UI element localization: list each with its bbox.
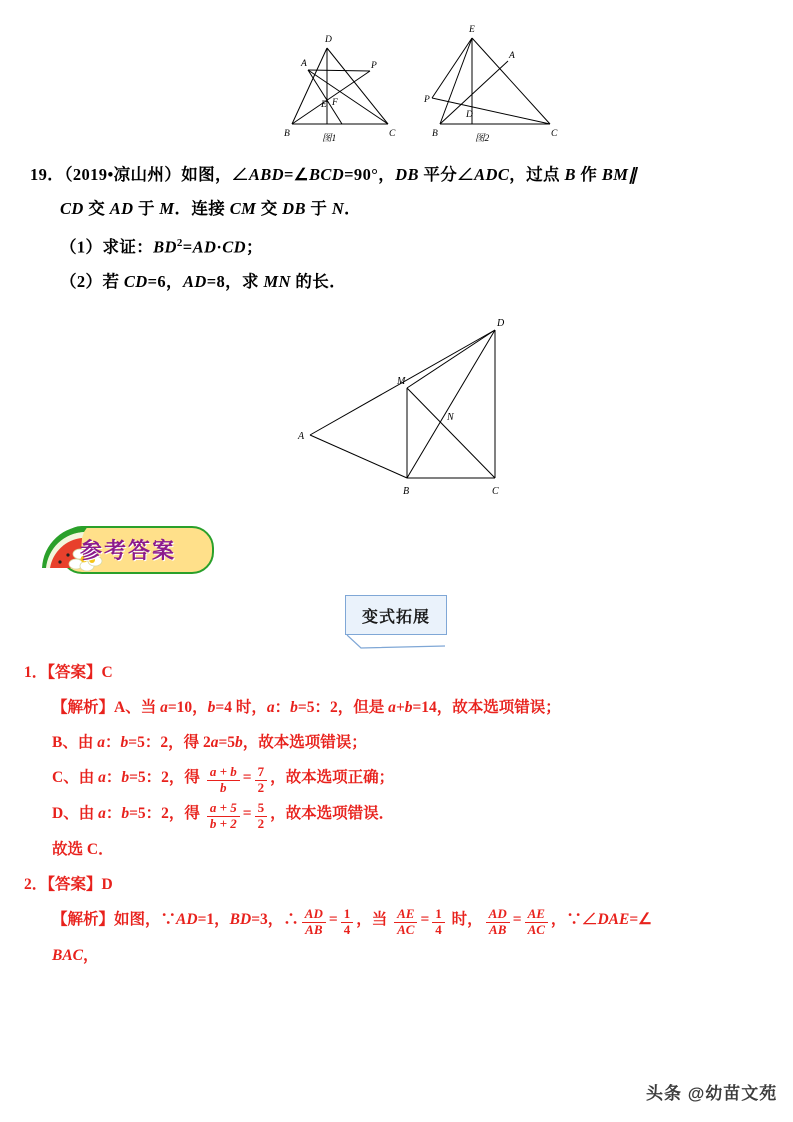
p19-t16: ； — [245, 237, 263, 257]
answer-2-explanation-cont — [24, 938, 776, 973]
p19-n: N — [331, 199, 345, 218]
a1c-s3: b — [121, 769, 130, 786]
frac-d-num: a + 5 — [207, 801, 240, 817]
a1c-s6: ，故本选项正确； — [270, 769, 395, 786]
a2-s11: DAE — [597, 910, 630, 928]
a2-s8: 时， — [447, 910, 483, 928]
p19-t18: =6， — [147, 271, 183, 291]
label-B-fig1: B — [284, 129, 290, 139]
fraction-aeac-2 — [525, 907, 548, 938]
eq1: = — [328, 910, 338, 928]
answer-2-result — [24, 867, 776, 902]
p19-ad3: AD — [192, 237, 217, 257]
frac-c-num2: 7 — [255, 765, 268, 781]
a1c-s0: C、由 — [52, 769, 99, 786]
label-P-fig1: P — [371, 61, 377, 71]
problem-number: 19． — [30, 165, 65, 184]
a1b-s7: b — [235, 734, 243, 751]
a1a-s6: ： — [274, 699, 291, 716]
fig1-caption: 图1 — [322, 134, 337, 144]
fraction-one-fourth-2 — [432, 907, 445, 938]
frac3-num: AD — [486, 907, 510, 923]
p19-cd4: CD — [123, 271, 148, 291]
p19-cd3: CD — [222, 237, 246, 257]
a1b-s0: B、由 — [52, 734, 98, 751]
a1d-s2: ： — [105, 804, 122, 822]
p19-ad2: AD — [109, 199, 134, 218]
answer-1-option-c — [24, 760, 776, 796]
label-F-fig1: F — [332, 98, 338, 108]
p19-m: M — [159, 199, 175, 218]
fraction-c-left — [207, 765, 240, 796]
top-figure — [270, 14, 600, 144]
a1a-s10: =14，故本选项错误； — [412, 699, 561, 716]
p19-t17: （2）若 — [60, 271, 124, 291]
answer-1-conclusion — [24, 832, 776, 867]
frac1b-den: 4 — [343, 921, 351, 937]
a1b-s8: ，故本选项错误； — [242, 734, 367, 751]
p19-bd: BD — [153, 237, 177, 257]
p19-db: DB — [395, 165, 419, 184]
p19-t12: ． — [344, 199, 362, 218]
p19-t11: 于 — [305, 199, 332, 218]
label-D-fig2: D — [466, 110, 473, 120]
a1a-s0: 【解析】A、当 — [52, 699, 161, 716]
a1a-s4: =4 时， — [215, 699, 267, 716]
p19-db2: DB — [282, 199, 306, 218]
a1c-s2: ： — [105, 769, 122, 786]
label-B-fig2: B — [432, 129, 438, 139]
eq3: = — [512, 910, 522, 928]
fraction-d-left — [207, 801, 240, 832]
frac2-den: AC — [397, 921, 415, 937]
p19-adc: ADC — [474, 165, 510, 184]
label-D-fig1: D — [325, 35, 332, 45]
p19-t1: 如图，∠ — [181, 165, 249, 184]
footer-watermark: 头条 @幼苗文苑 — [646, 1084, 778, 1103]
frac1-den: AB — [305, 921, 323, 937]
p19-cm: CM — [229, 199, 257, 218]
problem-19 — [30, 158, 770, 299]
fraction-aeac — [394, 907, 417, 938]
problem-19-line-2 — [30, 192, 770, 226]
a2c-s0: BAC — [52, 946, 84, 964]
label-D-main: D — [497, 318, 505, 329]
label-N-main: N — [447, 412, 454, 423]
problem-source: （2019•凉山州） — [64, 165, 182, 184]
fraction-adab — [302, 907, 326, 938]
problem-19-line-1 — [30, 158, 770, 192]
a1a-s9: a+b — [388, 699, 413, 716]
frac-c-num: a + b — [207, 765, 240, 781]
a1a-s8: =5：2，但是 — [297, 699, 389, 716]
fraction-adab-2 — [486, 907, 510, 938]
p19-t3: =90°， — [344, 165, 396, 184]
frac3b-den: AC — [527, 921, 545, 937]
frac2b-den: 4 — [435, 921, 442, 937]
label-E-fig1: E — [321, 100, 327, 110]
a2-s0: 【解析】如图，∵ — [52, 910, 177, 928]
p19-t15: · — [216, 237, 223, 257]
p19-sup: 2 — [176, 237, 183, 249]
a2-s1: AD — [176, 910, 198, 928]
section-underline — [345, 633, 450, 651]
reference-answer-badge — [38, 520, 213, 578]
a1d-s0: D、由 — [52, 804, 99, 822]
p19-t4: 平分∠ — [418, 165, 475, 184]
p19-abd: ABD — [248, 165, 284, 184]
a2-s10: ，∵∠ — [550, 910, 598, 928]
a1d-s1: a — [98, 804, 106, 822]
frac1b-num: 1 — [341, 907, 354, 923]
a2-s4: =3，∴ — [251, 910, 299, 928]
label-A-main: A — [298, 431, 305, 442]
p19-bm: BM∥ — [601, 165, 637, 184]
p19-t7: 交 — [83, 199, 110, 218]
a1a-s7: b — [290, 699, 298, 716]
frac-c-den2: 2 — [257, 780, 265, 795]
a1b-s5: a — [210, 734, 219, 751]
fraction-c-right — [255, 765, 268, 796]
p19-t2: =∠ — [283, 165, 309, 184]
problem-19-figure — [290, 310, 590, 510]
frac1-num: AD — [302, 907, 326, 923]
a1a-s2: =10， — [167, 699, 208, 716]
p19-bcd: BCD — [308, 165, 345, 184]
frac-d-den2: 2 — [257, 815, 265, 831]
p19-t9: ．连接 — [174, 199, 230, 218]
label-P-fig2: P — [424, 95, 430, 105]
answer-2-explanation — [24, 902, 776, 938]
eq2: = — [420, 910, 430, 928]
frac2b-num: 1 — [432, 907, 445, 923]
fig2-caption: 图2 — [475, 134, 490, 144]
p19-t19: =8，求 — [206, 271, 264, 291]
label-E-fig2: E — [469, 25, 475, 35]
a1b-s4: =5：2，得 2 — [128, 734, 211, 751]
a2-s3: BD — [229, 910, 252, 928]
a1b-s1: a — [97, 734, 105, 751]
a1d-s4: =5：2，得 — [129, 804, 204, 822]
frac3b-num: AE — [525, 907, 548, 923]
label-M-main: M — [397, 376, 406, 387]
a1a-s3: b — [207, 699, 216, 716]
label-C-fig1: C — [389, 129, 396, 139]
frac-d-num2: 5 — [255, 801, 268, 817]
a2c-s1: ， — [83, 946, 99, 964]
label-A-fig1: A — [301, 59, 307, 69]
answer-1-option-a — [24, 690, 776, 725]
fraction-one-fourth-1 — [341, 907, 354, 938]
p19-t8: 于 — [133, 199, 160, 218]
p19-mn: MN — [263, 271, 291, 291]
p19-cd2: CD — [60, 199, 84, 218]
answer-1-option-d — [24, 796, 776, 832]
a1b-s3: b — [120, 734, 129, 751]
problem-19-line-4 — [30, 265, 770, 299]
frac-c-den: b — [220, 780, 227, 795]
answer-section — [24, 655, 776, 973]
p19-t13: （1）求证： — [60, 237, 154, 257]
a2-s2: =1， — [197, 910, 230, 928]
a1c-s1: a — [98, 769, 106, 786]
a1b-s6: =5 — [218, 734, 236, 751]
label-A-fig2: A — [509, 51, 515, 61]
p19-ad4: AD — [182, 271, 207, 291]
a1c-s4: =5：2，得 — [129, 769, 204, 786]
a1d-s6: ，故本选项错误． — [270, 804, 395, 822]
frac2-num: AE — [394, 907, 417, 923]
fraction-d-right — [255, 801, 268, 832]
frac-d-den: b + 2 — [209, 815, 237, 831]
p19-t20: 的长． — [290, 271, 347, 291]
label-C-main: C — [492, 486, 499, 497]
badge-label: 参考答案 — [80, 538, 177, 563]
equals-c: = — [242, 769, 252, 786]
a1-concl: 故选 C． — [52, 840, 114, 858]
answer-1-option-b — [24, 725, 776, 760]
problem-19-line-3 — [30, 226, 770, 265]
label-C-fig2: C — [551, 129, 558, 139]
a1b-s2: ： — [104, 734, 121, 751]
a1d-s3: b — [121, 804, 130, 822]
label-B-main: B — [403, 486, 410, 497]
answer-1-result — [24, 655, 776, 690]
section-header-variant: 变式拓展 — [345, 595, 447, 635]
answer-1-text: 1．【答案】C — [24, 664, 113, 681]
p19-t6: 作 — [575, 165, 602, 184]
p19-B: B — [564, 165, 576, 184]
a1a-s1: a — [160, 699, 168, 716]
a2-s6: ，当 — [356, 910, 392, 928]
p19-t10: 交 — [256, 199, 283, 218]
answer-2-text: 2．【答案】D — [24, 875, 113, 893]
frac3-den: AB — [489, 921, 507, 937]
equals-d: = — [242, 804, 252, 822]
a1a-s5: a — [266, 699, 275, 716]
a2-s12: =∠ — [629, 910, 653, 928]
p19-t14: = — [182, 237, 193, 257]
p19-t5: ，过点 — [509, 165, 565, 184]
